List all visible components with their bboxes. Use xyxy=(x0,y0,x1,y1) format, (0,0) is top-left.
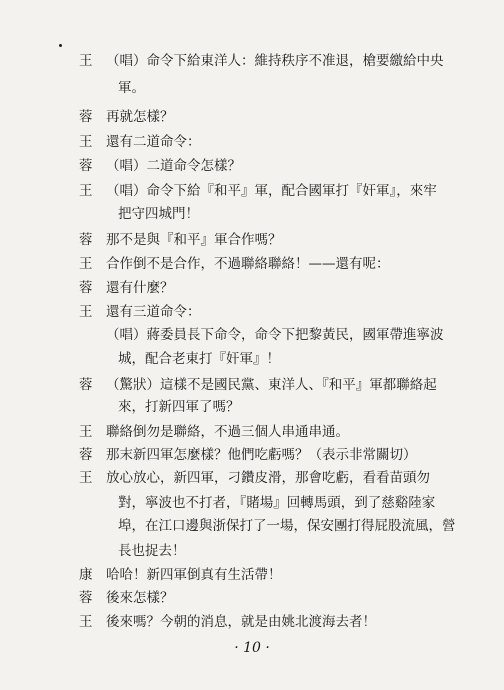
dialogue-line xyxy=(0,492,504,514)
speaker-label: 王 xyxy=(79,53,93,69)
speaker-label: 王 xyxy=(79,614,93,630)
dialogue-text: 那不是與『和平』軍合作嗎？ xyxy=(106,232,282,248)
dialogue-line xyxy=(0,155,504,177)
dialogue-text: 埠，在江口邊與浙保打了一場，保安團打得屁股流風，營 xyxy=(118,518,456,534)
speaker-label: 王 xyxy=(79,183,93,199)
dialogue-text: 聯絡倒勿是聯絡，不過三個人串通串通。 xyxy=(106,424,349,440)
dialogue-text: 還有三道命令： xyxy=(106,304,201,320)
speaker-label: 蓉 xyxy=(79,109,93,125)
dialogue-line xyxy=(0,348,504,370)
dialogue-line xyxy=(0,467,504,489)
dialogue-text: 後來怎樣？ xyxy=(106,590,174,606)
dialogue-text: （唱）命令下給『和平』軍，配合國軍打『奸軍』，來牢 xyxy=(106,183,437,199)
speaker-label: 蓉 xyxy=(79,158,93,174)
speaker-label: 王 xyxy=(79,424,93,440)
dialogue-text: 對，寧波也不打者，『賭場』回轉馬頭，到了慈谿陸家 xyxy=(118,495,436,511)
dialogue-line xyxy=(0,77,504,99)
dialogue-text: （唱）蔣委員長下命令，命令下把黎黃民，國軍帶進寧波 xyxy=(106,327,444,343)
dialogue-line xyxy=(0,611,504,633)
dialogue-line xyxy=(0,277,504,299)
dialogue-text: 後來嗎？今朝的消息，就是由姚北渡海去者！ xyxy=(106,614,376,630)
dialogue-line xyxy=(0,50,504,72)
dialogue-text: 把守四城門！ xyxy=(118,206,199,222)
dialogue-line xyxy=(0,515,504,537)
dialogue-line xyxy=(0,396,504,418)
speaker-label: 蓉 xyxy=(79,590,93,606)
dialogue-line xyxy=(0,301,504,323)
dialogue-text: （唱）命令下給東洋人：維持秩序不准退，槍要繳給中央 xyxy=(106,53,444,69)
dialogue-line xyxy=(0,253,504,275)
dialogue-line xyxy=(0,203,504,225)
speaker-label: 蓉 xyxy=(79,232,93,248)
dialogue-line xyxy=(0,421,504,443)
dialogue-line xyxy=(0,324,504,346)
dialogue-text: 來，打新四軍了嗎？ xyxy=(118,399,240,415)
speaker-label: 王 xyxy=(79,304,93,320)
dialogue-text: （唱）二道命令怎樣？ xyxy=(106,158,241,174)
margin-dot xyxy=(59,44,62,47)
dialogue-line xyxy=(0,229,504,251)
dialogue-text: 哈哈！新四軍倒真有生活帶！ xyxy=(106,567,282,583)
dialogue-text: （驚狀）這樣不是國民黨、東洋人、『和平』軍都聯絡起 xyxy=(106,377,437,393)
dialogue-text: 那末新四軍怎麼樣？他們吃虧嗎？（表示非常關切） xyxy=(106,447,417,463)
dialogue-text: 軍。 xyxy=(118,80,145,96)
dialogue-text: 還有什麼？ xyxy=(106,280,174,296)
speaker-label: 蓉 xyxy=(79,280,93,296)
dialogue-text: 還有二道命令： xyxy=(106,134,201,150)
dialogue-line xyxy=(0,106,504,128)
page-number: · 10 · xyxy=(234,640,270,656)
dialogue-line xyxy=(0,587,504,609)
speaker-label: 王 xyxy=(79,470,93,486)
speaker-label: 康 xyxy=(79,567,93,583)
speaker-label: 蓉 xyxy=(79,377,93,393)
dialogue-line xyxy=(0,564,504,586)
dialogue-line xyxy=(0,444,504,466)
dialogue-line xyxy=(0,374,504,396)
dialogue-line xyxy=(0,540,504,562)
dialogue-text: 長也捉去！ xyxy=(118,543,186,559)
speaker-label: 王 xyxy=(79,134,93,150)
dialogue-line xyxy=(0,180,504,202)
speaker-label: 王 xyxy=(79,256,93,272)
dialogue-line xyxy=(0,131,504,153)
dialogue-text: 放心放心，新四軍，刁鑽皮滑，那會吃虧，看看苗頭勿 xyxy=(106,470,430,486)
dialogue-text: 合作倒不是合作，不過聯絡聯絡！——還有呢： xyxy=(106,256,390,272)
speaker-label: 蓉 xyxy=(79,447,93,463)
dialogue-text: 城，配合老東打『奸軍』！ xyxy=(118,351,280,367)
dialogue-text: 再就怎樣？ xyxy=(106,109,174,125)
